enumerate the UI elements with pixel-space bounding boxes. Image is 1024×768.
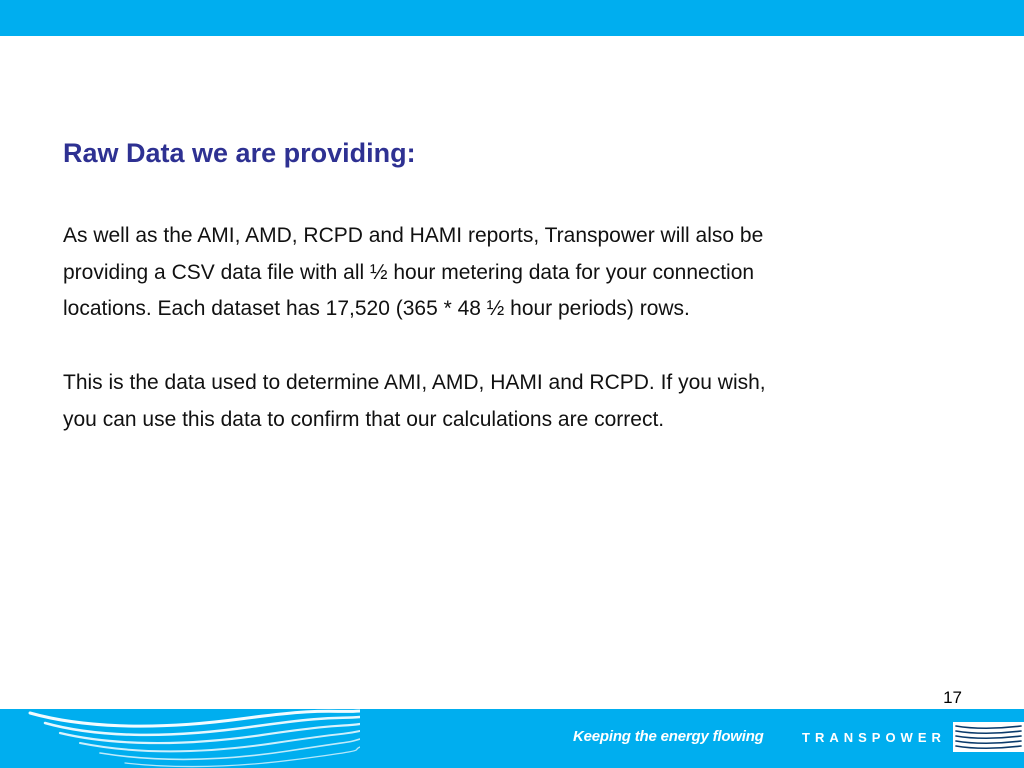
paragraph-raw-data-intro	[63, 218, 963, 328]
paragraph-line: you can use this data to confirm that our calculations are correct.	[63, 407, 665, 431]
footer-banner	[0, 709, 1024, 768]
paragraph-data-usage	[63, 365, 963, 438]
footer-tagline: Keeping the energy flowing	[573, 728, 764, 745]
slide-title: Raw Data we are providing:	[63, 138, 416, 168]
brand-name: TRANSPOWER	[802, 730, 946, 745]
paragraph-line: As well as the AMI, AMD, RCPD and HAMI reports, Transpower will also be	[63, 224, 764, 247]
wave-lines-graphic	[0, 709, 360, 768]
paragraph-line: This is the data used to determine AMI, AMD, HAMI and RCPD. If you wish,	[63, 371, 766, 394]
top-banner	[0, 0, 1024, 36]
transpower-logo-icon	[953, 722, 1024, 752]
page-number: 17	[943, 688, 962, 707]
paragraph-line: locations. Each dataset has 17,520 (365 * 48 ½ hour periods) rows.	[63, 297, 690, 320]
paragraph-line: providing a CSV data file with all ½ hour metering data for your connection	[63, 260, 755, 284]
